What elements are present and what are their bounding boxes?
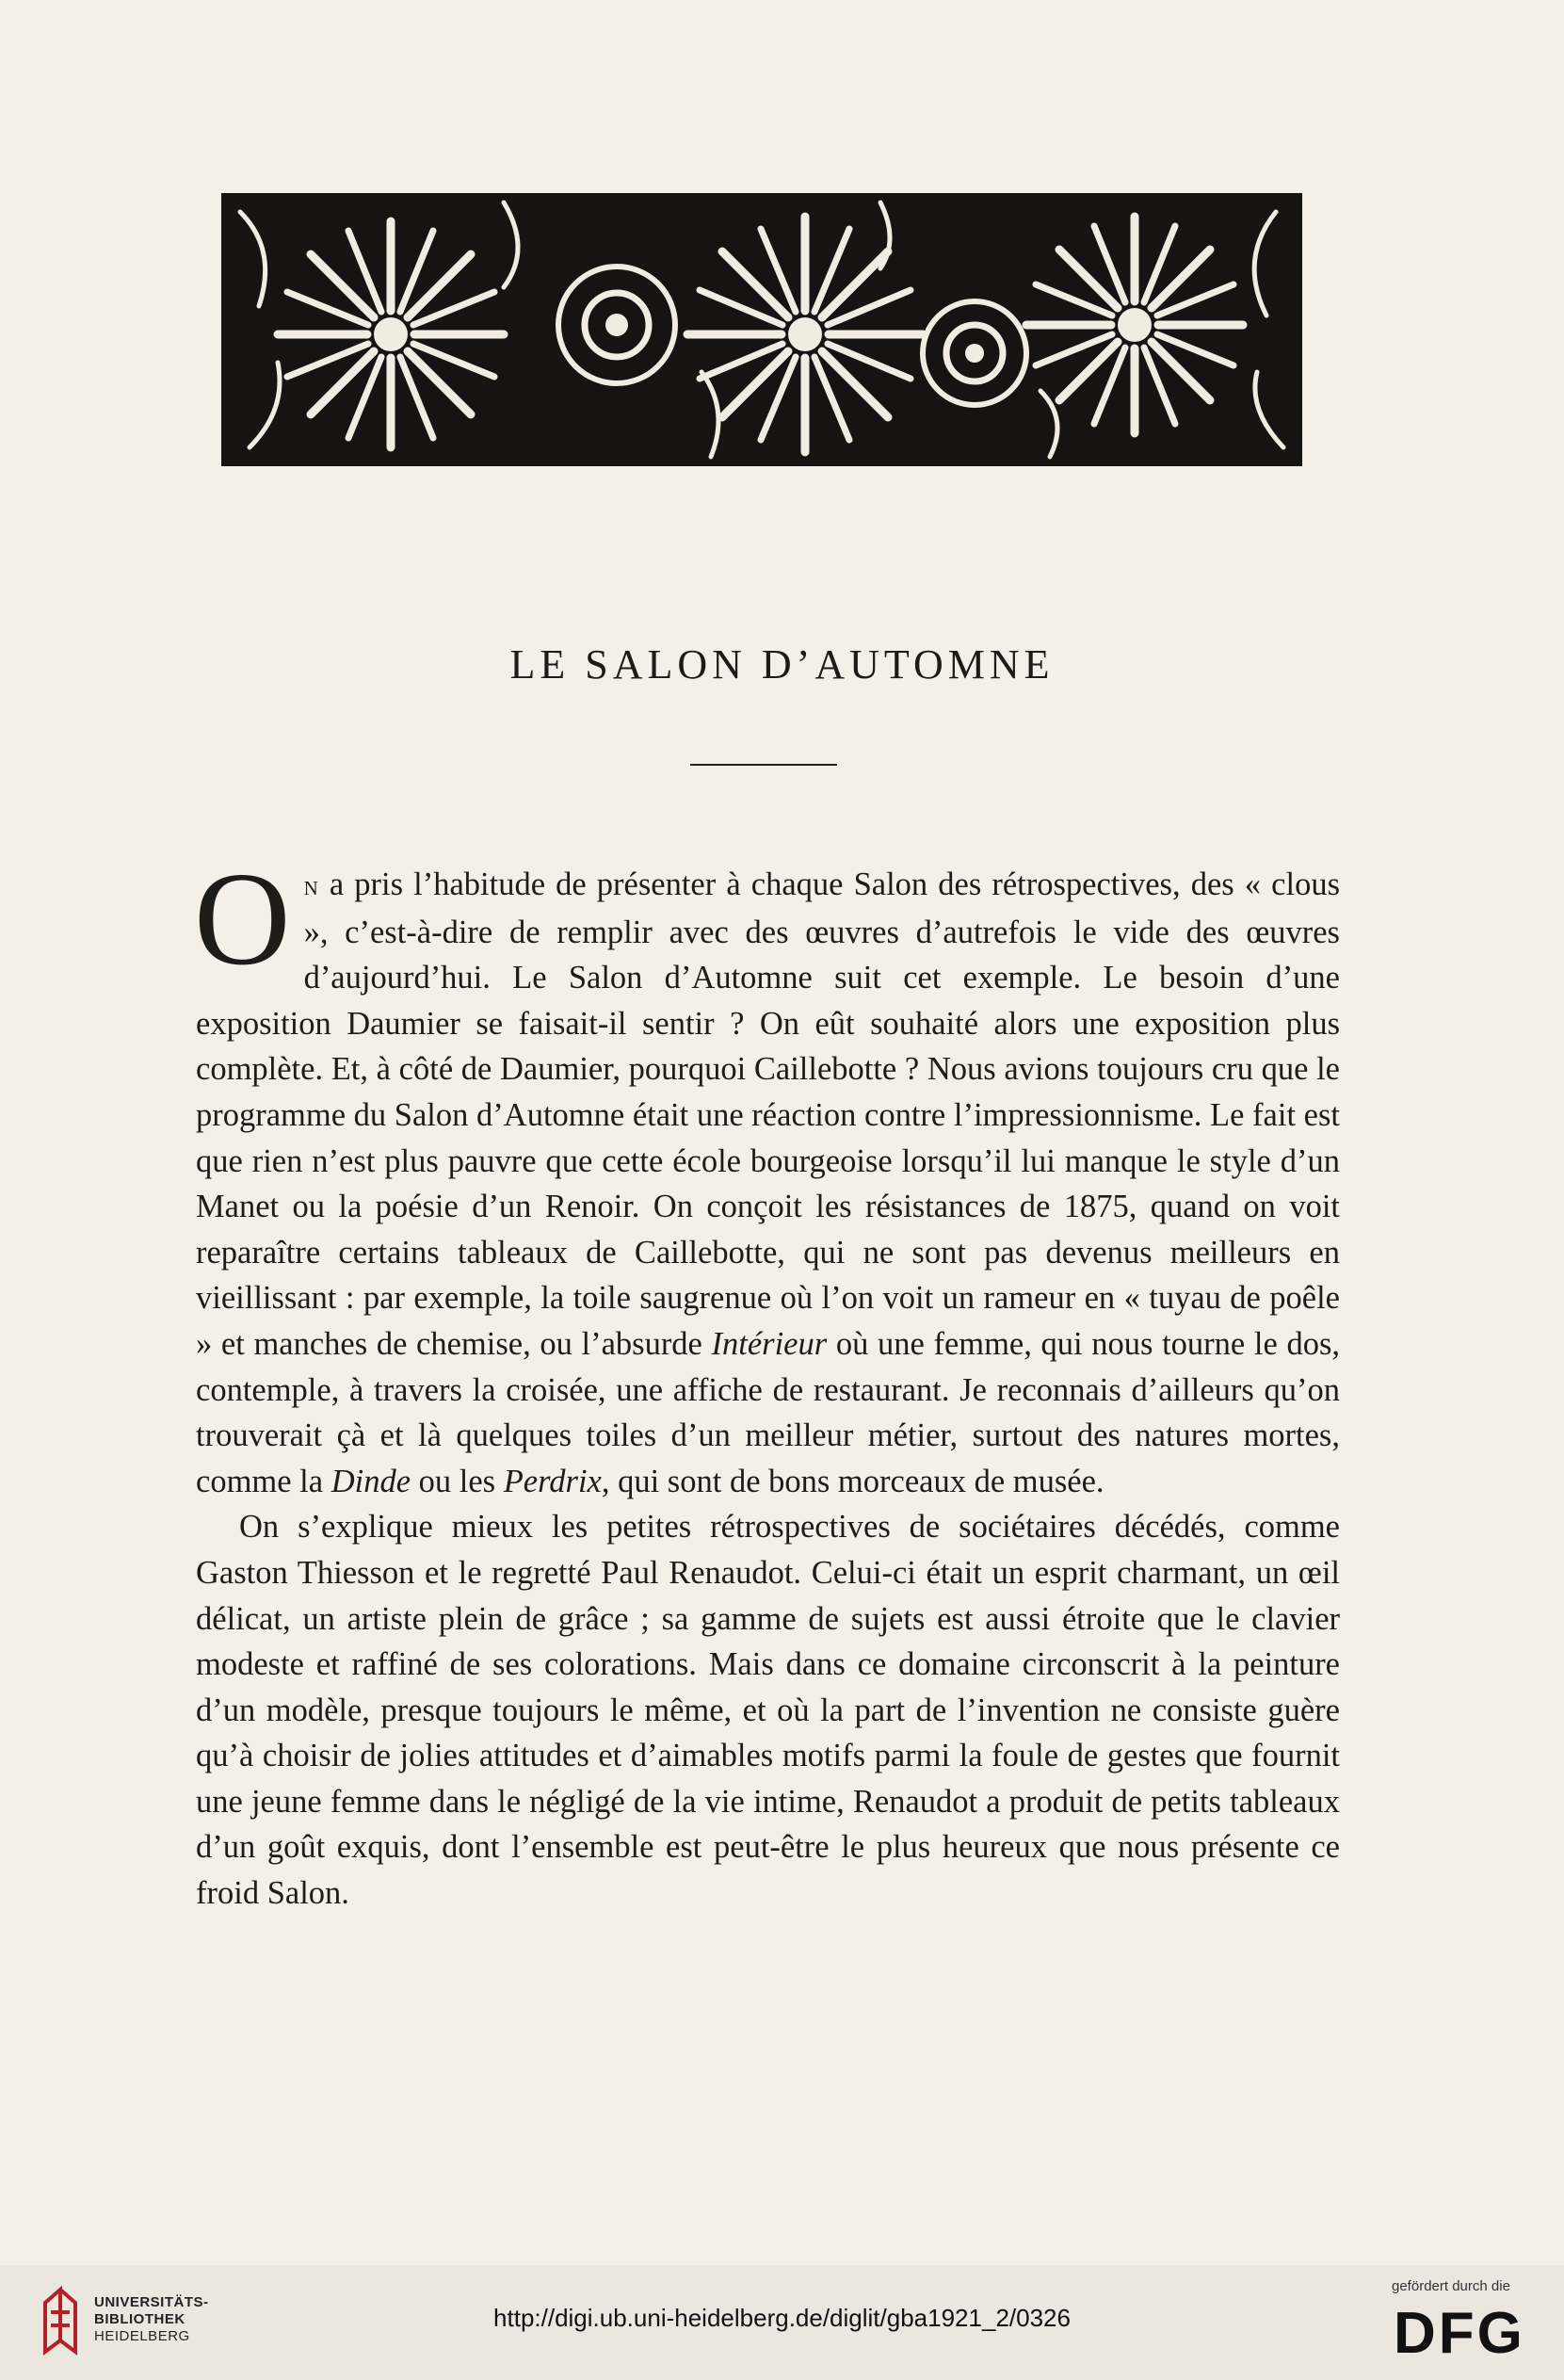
- paragraph-1-text-end: , qui sont de bons morceaux de musée.: [601, 1463, 1104, 1499]
- paragraph-1-text-mid2: ou les: [411, 1463, 504, 1499]
- paragraph-2: On s’explique mieux les petites rétrospectives de sociétaires décédés, comme Gaston Thiesson et le regretté Paul Renaudot. Celui-ci était un esprit charmant, un œil délicat, un artiste plein de grâce ; sa gamme de sujets est aussi étroite que le clavier modeste et raffiné de ses colorations. Mais dans ce domaine circonscrit à la peinture d’un modèle, presque toujours le même, et où la part de l’invention ne consiste guère qu’à choisir de jolies attitudes et d’aimables motifs parmi la foule de gestes que fournit une jeune femme dans le négligé de la vie intime, Renaudot a produit de petits tableaux d’un goût exquis, dont l’ensemble est peut-être le plus heureux que nous présente ce froid Salon.: [196, 1509, 1340, 1912]
- first-word-small-caps: n: [303, 870, 319, 901]
- title-rule: [690, 764, 837, 766]
- chrysanthemum-ornament: [221, 193, 1302, 466]
- library-line-1: UNIVERSITÄTS-: [94, 2294, 209, 2310]
- paragraph-1-text: a pris l’habitude de présenter à chaque Salon des rétrospectives, des « clous », c’est-à-dire de remplir avec des œuvres d’autrefois le vide des œuvres d’aujourd’hui. Le Salon d’Automne suit cet exemple. Le besoin d’une exposition Daumier se faisait-il sentir ? On eût souhaité alors une exposition plus complète. Et, à côté de Daumier, pourquoi Caillebotte ? Nous avions toujours cru que le programme du Salon d’Automne était une réaction contre l’impressionnisme. Le fait est que rien n’est plus pauvre que cette école bourgeoise lorsqu’il lui manque le style d’un Manet ou la poésie d’un Renoir. On conçoit les résistances de 1875, quand on voit reparaître certains tableaux de Caillebotte, qui ne sont pas devenus meilleurs en vieillissant : par exemple, la toile saugrenue où l’on voit un rameur en « tuyau de poêle » et manches de chemise, ou l’absurde: [196, 866, 1340, 1362]
- drop-cap: O: [194, 844, 291, 993]
- paragraph-1-text-mid: où une femme, qui nous tourne le dos, contemple, à travers la croisée, une affiche de restaurant. Je reconnais d’ailleurs qu’on trouverait çà et là quelques toiles d’un meilleur métier, surtout des natures mortes, comme la: [196, 1325, 1340, 1499]
- dfg-logo: DFG: [1394, 2301, 1525, 2366]
- flower-2: [558, 267, 675, 383]
- paragraph-1: [194, 844, 1340, 1504]
- article-body: [194, 844, 1340, 1917]
- permalink-url[interactable]: http://digi.ub.uni-heidelberg.de/diglit/gba1921_2/0326: [493, 2304, 1071, 2332]
- funding-note: gefördert durch die: [1392, 2278, 1510, 2294]
- library-line-2: BIBLIOTHEK: [94, 2311, 185, 2327]
- flower-1: [278, 221, 504, 447]
- title-dinde: Dinde: [331, 1463, 411, 1499]
- title-perdrix: Perdrix: [503, 1463, 602, 1499]
- article-title: LE SALON D’AUTOMNE: [509, 641, 1055, 688]
- flower-4: [923, 301, 1026, 405]
- flower-5: [1026, 217, 1243, 433]
- library-line-3: HEIDELBERG: [94, 2328, 190, 2344]
- title-interieur: Intérieur: [711, 1325, 828, 1362]
